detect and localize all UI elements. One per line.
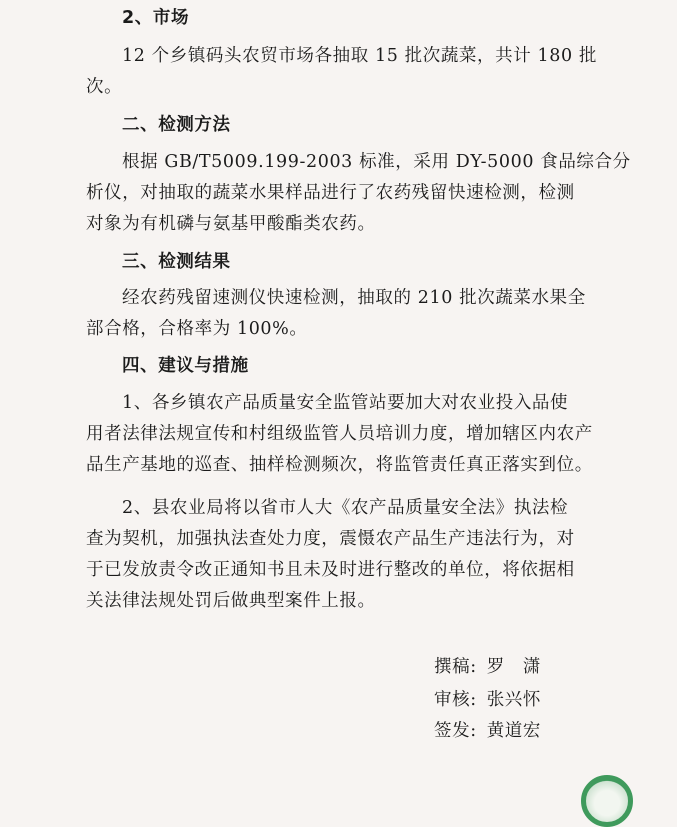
paragraph-line: 析仪，对抽取的蔬菜水果样品进行了农药残留快速检测，检测 [86, 183, 575, 203]
paragraph-line: 1、各乡镇农产品质量安全监管站要加大对农业投入品使 [122, 393, 569, 413]
paragraph-line: 经农药残留速测仪快速检测，抽取的 210 批次蔬菜水果全 [122, 288, 586, 308]
paragraph-line: 2、县农业局将以省市人大《农产品质量安全法》执法检 [122, 498, 569, 518]
signature-name: 罗 潇 [486, 657, 542, 677]
signature-author [434, 655, 541, 679]
paragraph-line: 品生产基地的巡查、抽样检测频次，将监管责任真正落实到位。 [86, 455, 593, 475]
section-heading-result: 三、检测结果 [122, 252, 231, 272]
paragraph-line: 关法律法规处罚后做典型案件上报。 [86, 591, 376, 611]
paragraph-line: 12 个乡镇码头农贸市场各抽取 15 批次蔬菜，共计 180 批 [122, 46, 597, 66]
signature-name: 黄道宏 [486, 721, 542, 741]
paragraph-line: 次。 [86, 77, 123, 97]
signature-label: 撰稿: [434, 657, 477, 677]
paragraph-line: 于已发放责令改正通知书且未及时进行整改的单位，将依据相 [86, 560, 575, 580]
paragraph-line: 根据 GB/T5009.199-2003 标准，采用 DY-5000 食品综合分 [122, 152, 631, 172]
paragraph-line: 部合格，合格率为 100%。 [86, 319, 308, 339]
paragraph-line: 对象为有机磷与氨基甲酸酯类农药。 [86, 214, 376, 234]
signature-label: 审核: [434, 690, 477, 710]
paragraph-line: 用者法律法规宣传和村组级监管人员培训力度，增加辖区内农产 [86, 424, 593, 444]
official-seal-icon [581, 775, 633, 827]
section-heading-method: 二、检测方法 [122, 115, 231, 135]
signature-reviewer [434, 688, 541, 712]
section-heading-suggestion: 四、建议与措施 [122, 356, 249, 376]
section-heading-market: 2、市场 [122, 8, 190, 28]
signature-name: 张兴怀 [486, 690, 542, 710]
paragraph-line: 查为契机，加强执法查处力度，震慑农产品生产违法行为，对 [86, 529, 575, 549]
signature-issuer [434, 719, 541, 743]
signature-label: 签发: [434, 721, 477, 741]
